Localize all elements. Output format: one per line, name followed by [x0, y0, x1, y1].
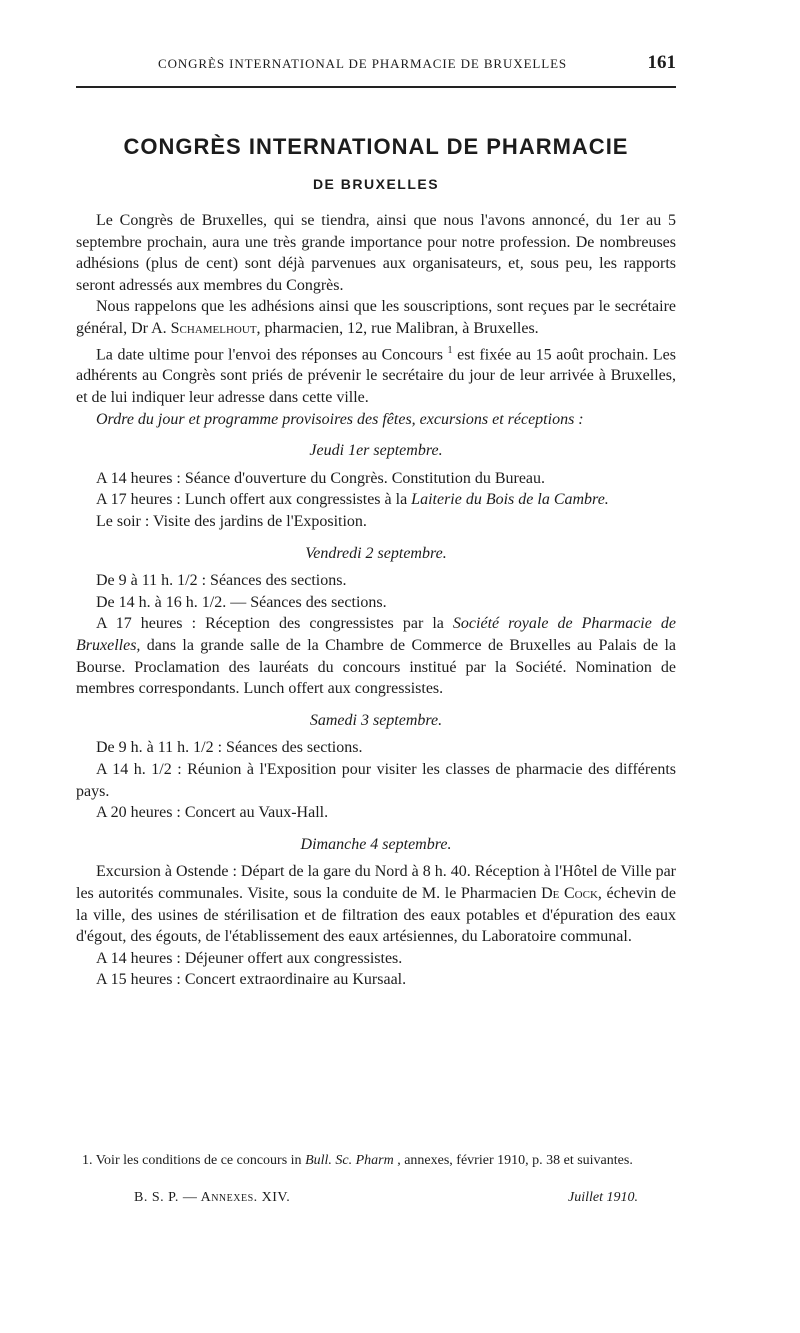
- day-heading-thursday: Jeudi 1er septembre.: [309, 442, 443, 460]
- header-rule: [76, 86, 676, 88]
- friday-line-1: De 9 à 11 h. 1/2 : Séances des sections.: [96, 572, 347, 590]
- saturday-line-2: A 14 h. 1/2 : Réunion à l'Exposition pour visiter les classes de pharmacie des différents pays.: [76, 760, 676, 800]
- article-subtitle: DE BRUXELLES: [312, 176, 440, 192]
- thursday-line-1: A 14 heures : Séance d'ouverture du Congrès. Constitution du Bureau.: [96, 469, 546, 487]
- friday-line-3: A 17 heures : Réception des congressistes par la Société royale de Pharmacie de Bruxelles, dans la grande salle de la Chambre de Commerce de Bruxelles au Palais de la Bourse. Proclamation des lauréats du concours institué par la Société. Nomination de membres correspondants. Lunch offert aux congressistes.: [76, 615, 676, 698]
- saturday-line-1: De 9 h. à 11 h. 1/2 : Séances des sections.: [96, 739, 363, 757]
- intro-2-text-b: , pharmacien, 12, rue Malibran, à Bruxelles.: [256, 319, 539, 337]
- footnote: 1. Voir les conditions de ce concours in Bull. Sc. Pharm , annexes, février 1910, p. 38 et suivantes.: [82, 1153, 633, 1168]
- article-body: [76, 210, 676, 991]
- intro-3-text-b: est fixée au 15 août prochain. Les adhérents au Congrès sont priés de prévenir le secrétaire du jour de leur arrivée à Bruxelles, et de lui indiquer leur adresse dans cette ville.: [76, 345, 676, 407]
- programme-heading: Ordre du jour et programme provisoires des fêtes, excursions et réceptions :: [96, 410, 584, 428]
- paragraph-intro-3: [76, 340, 676, 409]
- footer-journal: B. S. P. — Annexes. XIV.: [134, 1190, 291, 1205]
- day-heading-sunday: Dimanche 4 septembre.: [300, 835, 452, 853]
- footer-date: Juillet 1910.: [568, 1190, 638, 1205]
- intro-2-text-a: Nous rappelons que les adhésions ainsi que les souscriptions, sont reçues par le secrétaire général, Dr A.: [76, 298, 676, 337]
- pharmacist-name: De Cock: [541, 884, 598, 902]
- paragraph-intro-1: Le Congrès de Bruxelles, qui se tiendra, ainsi que nous l'avons annoncé, du 1er au 5 septembre prochain, aura une très grande importance pour notre profession. De nombreuses adhésions (plus de cent) sont déjà parvenues aux organisateurs, et, sous peu, les rapports seront adressés aux membres du Congrès.: [76, 212, 676, 294]
- sunday-line-1: Excursion à Ostende : Départ de la gare du Nord à 8 h. 40. Réception à l'Hôtel de Ville par les autorités communales. Visite, sous la conduite de M. le Pharmacien De Cock, échevin de la ville, des usines de stérilisation et de filtration des eaux potables et d'épuration des eaux d'égout, des égouts, de l'établissement des eaux artésiennes, du Laboratoire communal.: [76, 863, 676, 946]
- day-heading-saturday: Samedi 3 septembre.: [309, 711, 443, 729]
- saturday-line-3: A 20 heures : Concert au Vaux-Hall.: [96, 804, 329, 822]
- page-number: 161: [647, 52, 676, 73]
- day-heading-friday: Vendredi 2 septembre.: [305, 544, 447, 562]
- page: [76, 0, 682, 1333]
- thursday-line-2: A 17 heures : Lunch offert aux congressistes à la Laiterie du Bois de la Cambre.: [96, 491, 609, 509]
- sunday-line-3: A 15 heures : Concert extraordinaire au Kursaal.: [96, 971, 407, 989]
- friday-line-2: De 14 h. à 16 h. 1/2. — Séances des sections.: [96, 593, 387, 611]
- paragraph-intro-2: [76, 296, 676, 339]
- sunday-line-2: A 14 heures : Déjeuner offert aux congressistes.: [96, 949, 403, 967]
- article-title: CONGRÈS INTERNATIONAL DE PHARMACIE: [123, 134, 629, 159]
- footnote-marker: 1: [447, 344, 453, 356]
- running-title: CONGRÈS INTERNATIONAL DE PHARMACIE DE BRUXELLES: [158, 56, 568, 71]
- intro-3-text-a: La date ultime pour l'envoi des réponses au Concours: [96, 345, 443, 363]
- thursday-line-3: Le soir : Visite des jardins de l'Exposition.: [96, 513, 367, 531]
- secretary-name: Schamelhout: [170, 319, 257, 337]
- running-head: [76, 52, 676, 74]
